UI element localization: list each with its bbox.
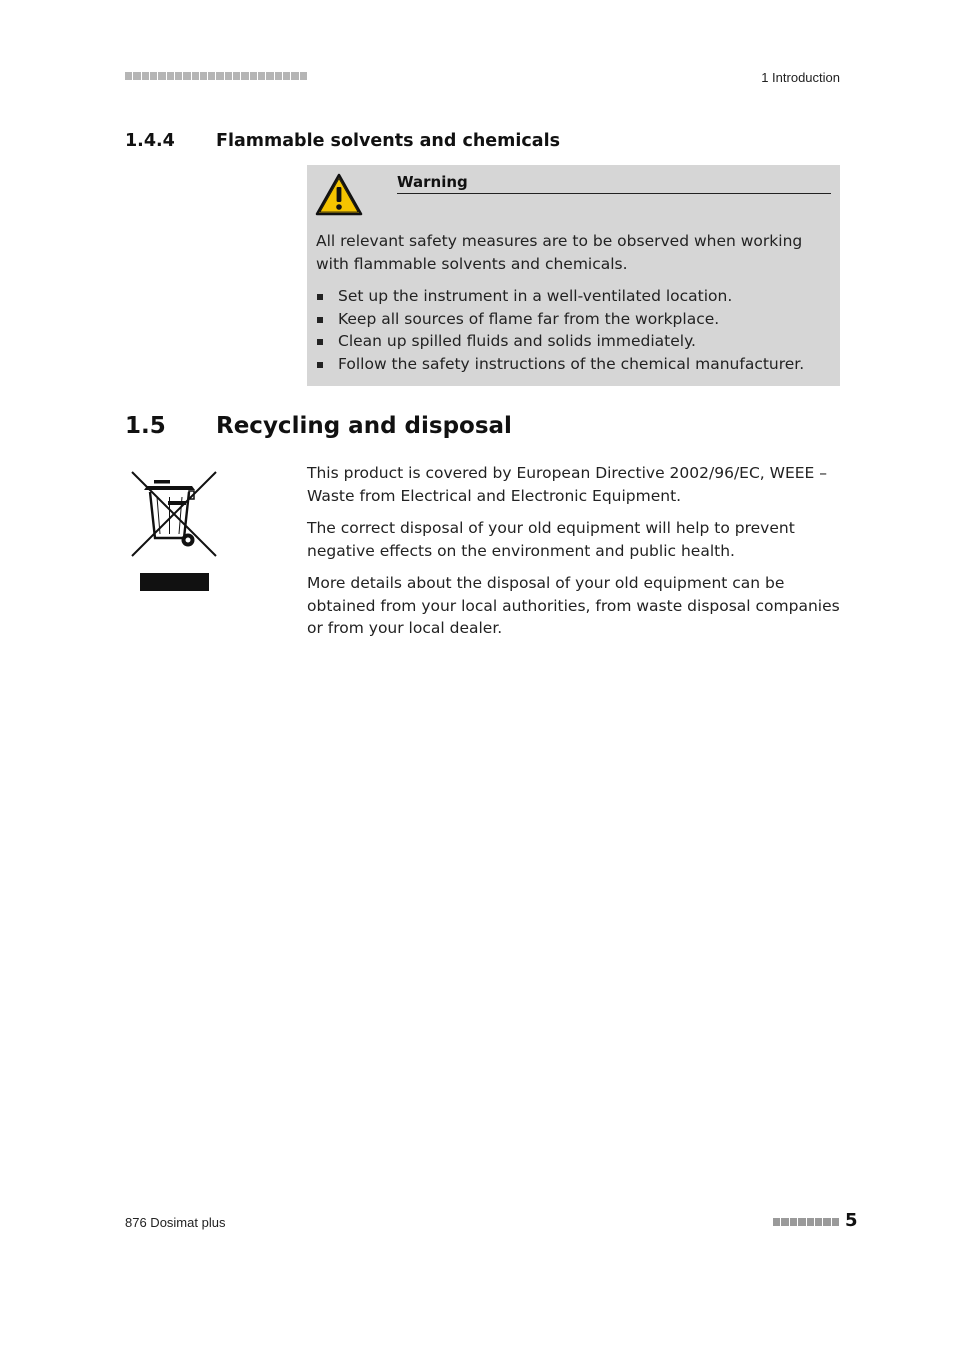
warning-list — [316, 285, 804, 375]
section-title: Recycling and disposal — [216, 413, 512, 439]
warning-intro: All relevant safety measures are to be observed when working with flammable solvents and chemicals. — [316, 232, 803, 273]
paragraph: More details about the disposal of your old equipment can be obtained from your local authorities, from waste disposal companies or from your local dealer. — [307, 574, 840, 637]
list-item: Set up the instrument in a well-ventilated location. — [316, 285, 804, 308]
section-title: Flammable solvents and chemicals — [216, 131, 560, 151]
page-number: 5 — [845, 1210, 858, 1231]
disposal-text — [307, 462, 847, 650]
section-number: 1.5 — [125, 413, 166, 439]
footer-decoration — [773, 1218, 839, 1226]
list-item: Clean up spilled fluids and solids immediately. — [316, 330, 804, 353]
paragraph: The correct disposal of your old equipment will help to prevent negative effects on the environment and public health. — [307, 519, 795, 560]
warning-triangle-icon — [315, 173, 363, 217]
footer-product-name: 876 Dosimat plus — [125, 1215, 226, 1230]
running-header-chapter: 1 Introduction — [761, 70, 840, 85]
warning-title: Warning — [397, 173, 831, 194]
header-decoration — [125, 72, 307, 80]
paragraph: This product is covered by European Directive 2002/96/EC, WEEE – Waste from Electrical and Electronic Equipment. — [307, 464, 828, 505]
list-item: Follow the safety instructions of the chemical manufacturer. — [316, 353, 804, 376]
section-number: 1.4.4 — [125, 131, 175, 151]
weee-crossed-bin-icon — [130, 468, 218, 592]
list-item: Keep all sources of flame far from the workplace. — [316, 308, 804, 331]
warning-box — [307, 165, 840, 386]
